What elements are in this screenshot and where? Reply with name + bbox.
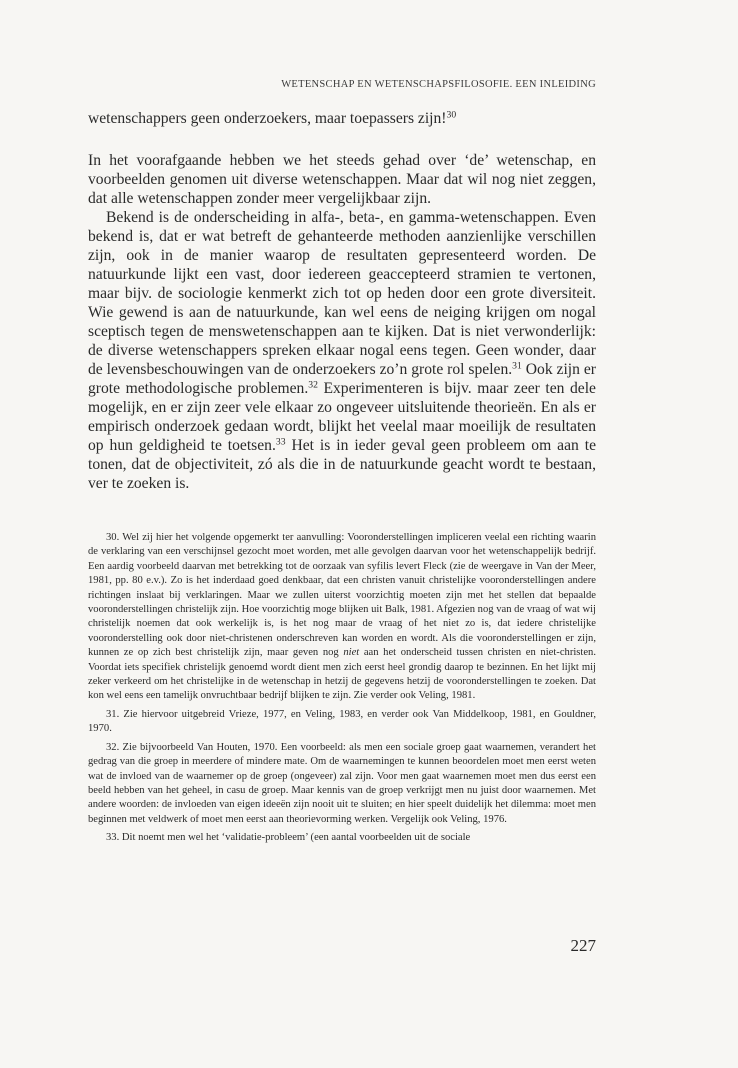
- note-ref-30: 30: [446, 109, 457, 121]
- note-ref-33: 33: [275, 436, 286, 448]
- paragraph-2-part-b: Ook zijn er grote methodologische problemen.: [88, 361, 596, 397]
- note-ref-32: 32: [308, 379, 318, 391]
- footnotes: [88, 531, 596, 850]
- paragraph-2-part-d: Het is in ieder geval geen probleem om aan te tonen, dat de objectiviteit, zó als die in de natuurkunde geacht wordt te bestaan, ver te zoeken is.: [88, 437, 596, 492]
- paragraph-1: In het voorafgaande hebben we het steeds gehad over ‘de’ wetenschap, en voorbeelden genomen uit diverse wetenschappen. Maar dat wil nog niet zeggen, dat alle wetenschappen zonder meer vergelijkbaar zijn.: [88, 152, 596, 207]
- running-head: WETENSCHAP EN WETENSCHAPSFILOSOFIE. EEN INLEIDING: [281, 79, 596, 90]
- footnote-33: 33. Dit noemt men wel het ‘validatie-probleem’ (een aantal voorbeelden uit de sociale: [106, 832, 471, 844]
- paragraph-2-part-c: Experimenteren is bijv. maar zeer ten dele mogelijk, en er zijn zeer vele elkaar zo ongeveer uitsluitende theorieën. En als er empirisch onderzoek gedaan wordt, blijkt het veelal maar moeilijk de resultaten op hun geldigheid te toetsen.: [88, 380, 596, 454]
- main-text: [88, 151, 596, 493]
- footnote-32: 32. Zie bijvoorbeeld Van Houten, 1970. Een voorbeeld: als men een sociale groep gaat waarnemen, verandert het gedrag van die groep in meerdere of mindere mate. Om de waarnemingen te kunnen beoordelen moet men eerst weten wat de invloed van de waarnemer op de groep (ongeveer) zal zijn. Voor men gaat waarnemen moet men dus eerst een beeld hebben van het geheel, in casu de groep. Maar kennis van de groep verkrijgt men nu juist door waarnemen. Met andere woorden: de invloeden van eigen ideeën zijn nooit uit te sluiten; en hier speelt duidelijk het dilemma: moet men beginnen met veldwerk of moet men eerst aan theorievorming werken. Vergelijk ook Veling, 1976.: [88, 741, 596, 825]
- paragraph-2: [88, 208, 596, 493]
- note-ref-31: 31: [512, 360, 522, 372]
- footnote-30-part-b: aan het onderscheid tussen christen en niet-christen. Voordat iets specifiek christelijk genoemd wordt dient men zich eerst heel grondig daarop te bezinnen. En het lijkt mij zeker verkeerd om het christelijke in de wetenschap in hetzij de gegevens hetzij de vooronderstellingen te zoeken. Dat kon wel eens een tamelijk onvruchtbaar bedrijf blijken te zijn. Zie verder ook Veling, 1981.: [88, 647, 597, 702]
- footnote-30-emphasis: niet: [343, 647, 360, 659]
- footnote-30: [88, 531, 596, 704]
- page-number: 227: [570, 936, 596, 955]
- paragraph-2-part-a: Bekend is de onderscheiding in alfa-, beta-, en gamma-wetenschappen. Even bekend is, dat er wat betreft de gehanteerde methoden aanzienlijke verschillen zijn, ook in de manier waarop de resultaten gepresenteerd worden. De natuurkunde lijkt een vast, door iedereen geaccepteerd stramien te vertonen, maar bijv. de sociologie kenmerkt zich tot op heden door een grote diversiteit. Wie gewend is aan de natuurkunde, kan wel eens de neiging krijgen om nogal sceptisch tegen de menswetenschappen aan te kijken. Dat is niet verwonderlijk: de diverse wetenschappers spreken elkaar nogal eens tegen. Geen wonder, daar de levensbeschouwingen van de onderzoekers zo’n grote rol spelen.: [88, 209, 596, 378]
- carry-text: wetenschappers geen onderzoekers, maar toepassers zijn!: [88, 110, 447, 127]
- footnote-31: 31. Zie hiervoor uitgebreid Vrieze, 1977, en Veling, 1983, en verder ook Van Middelkoop, 1981, en Gouldner, 1970.: [88, 708, 596, 735]
- footnote-30-part-a: 30. Wel zij hier het volgende opgemerkt ter aanvulling: Vooronderstellingen impliceren veelal een richting waarin de verklaring van een verschijnsel gezocht moet worden, met alle gevolgen daarvan voor het wetenschappelijk bedrijf. Een aardig voorbeeld daarvan met betrekking tot de oorzaak van syfilis levert Fleck (zie de weergave in Van der Meer, 1981, pp. 80 e.v.). Zo is het inderdaad goed denkbaar, dat een christen vanuit christelijke vooronderstellingen andere richtingen inslaat bij verklaringen. Maar we zullen uiterst voorzichtig moeten zijn met het stellen dat bepaalde vooronderstellingen christelijk zijn. Hoe voorzichtig moge blijken uit Balk, 1981. Afgezien nog van de vraag of wat wij christelijk noemen dat ook werkelijk is, is het nog maar de vraag of het niet zo is, dat iedere christelijke vooronderstelling ook door niet-christenen onderschreven kan worden en wordt. Als die vooronderstellingen er zijn, kunnen ze op zich best christelijk zijn, maar geven nog: [88, 532, 596, 659]
- carry-over-line: [88, 109, 596, 128]
